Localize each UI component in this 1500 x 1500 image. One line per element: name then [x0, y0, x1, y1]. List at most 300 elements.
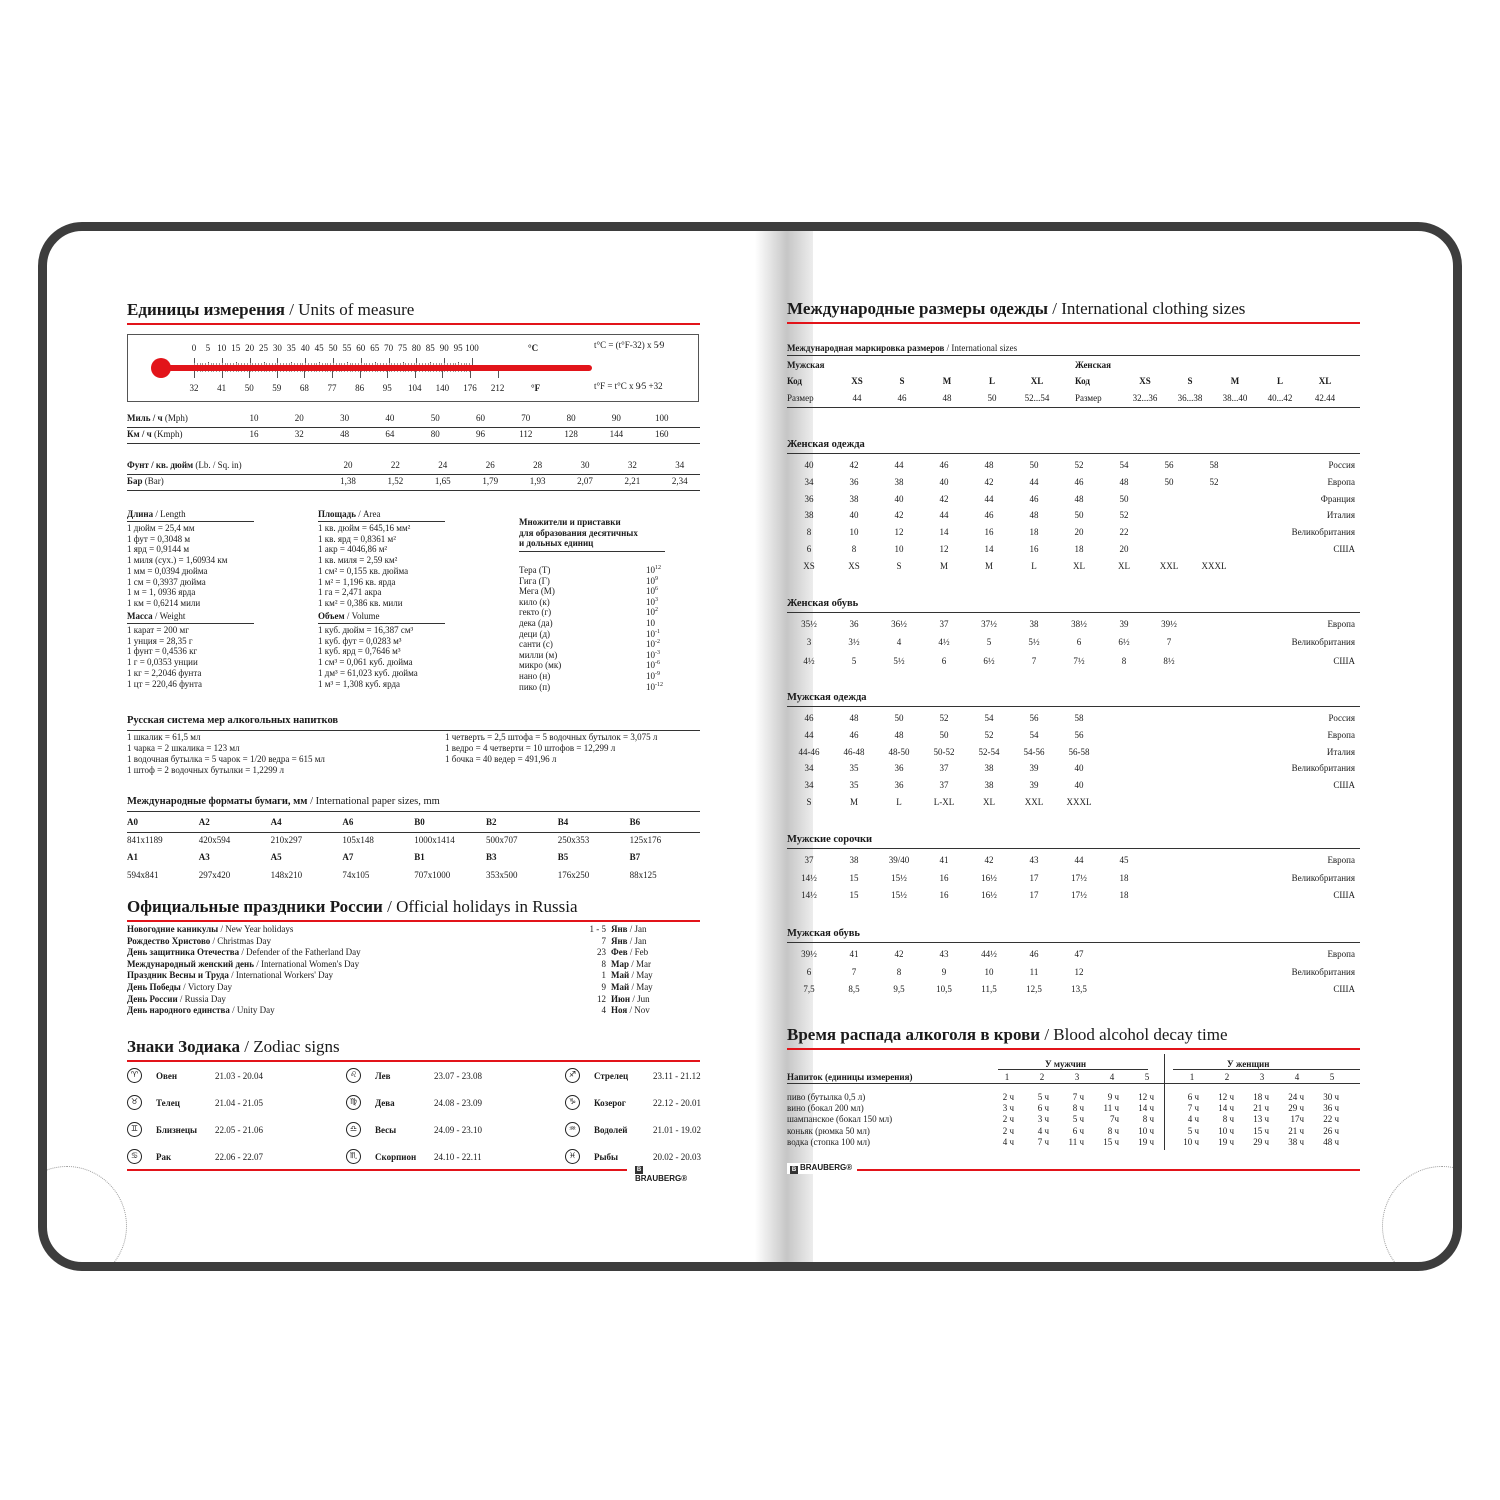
decay-women-value: 7 ч — [1187, 1103, 1199, 1114]
women-shoes-cell: 39½ — [1161, 619, 1177, 629]
zodiac-name: Скорпион — [375, 1152, 417, 1162]
men-clothing-country: Италия — [1326, 746, 1355, 757]
holiday-ru: Новогодние каникулы — [127, 924, 219, 934]
alcohol-measure: 1 ведро = 4 четверти = 10 штофов = 12,299 л — [445, 743, 616, 753]
women-clothing-cell: 38 — [894, 476, 904, 487]
men-shoes-cell: 9 — [941, 966, 947, 977]
prefix-power — [646, 576, 658, 586]
decay-men-value: 7 ч — [1037, 1136, 1049, 1147]
zodiac-name: Овен — [156, 1071, 178, 1081]
decay-men-value: 7ч — [1109, 1114, 1119, 1125]
holiday-day: 7 — [601, 935, 606, 946]
psi-value: 34 — [675, 460, 685, 470]
men-shirts-cell: 42 — [984, 855, 994, 865]
celsius-tick-label: 45 — [314, 343, 324, 353]
women-shoes-cell: 6 — [941, 655, 947, 666]
mph-value: 50 — [430, 413, 440, 423]
holiday-month — [611, 982, 653, 992]
paper-cell: A4 — [270, 817, 282, 827]
decay-women-value: 21 ч — [1288, 1125, 1304, 1136]
women-clothing-cell: 44 — [894, 460, 904, 470]
decay-women-value: 38 ч — [1288, 1136, 1304, 1147]
alcohol-measure: 1 шкалик = 61,5 мл — [127, 732, 201, 742]
fahr-unit: °F — [531, 383, 541, 393]
women-clothing-cell: XL — [1073, 560, 1085, 571]
area-line: 1 кв. ярд = 0,8361 м² — [318, 533, 396, 544]
psi-value: 26 — [485, 460, 495, 470]
men-code: L — [988, 376, 995, 386]
thermometer-box — [127, 334, 699, 402]
men-shirts-country: Великобритания — [1291, 872, 1355, 883]
women-shoes-cell: 7½ — [1073, 655, 1085, 666]
women-shoes-cell: 36½ — [891, 619, 907, 629]
zodiac-dates: 23.11 - 21.12 — [653, 1071, 701, 1081]
men-clothing-cell: 46 — [849, 729, 859, 740]
men-clothing-cell: 54 — [984, 713, 994, 723]
men-clothing-cell: 56 — [1074, 729, 1084, 740]
decay-women-value: 26 ч — [1323, 1125, 1339, 1136]
decay-women-value: 10 ч — [1218, 1125, 1234, 1136]
women-shoes-cell: 5½ — [1028, 637, 1040, 648]
intl-size-label: Размер — [787, 393, 814, 403]
row-label — [127, 460, 242, 470]
fahr-tick — [387, 371, 388, 378]
paper-cell: 594x841 — [127, 869, 159, 880]
kmph-value: 48 — [340, 429, 350, 439]
paper-cell: 420x594 — [198, 834, 231, 845]
length-line: 1 см = 0,3937 дюйма — [127, 576, 206, 587]
zodiac-title-ru: Знаки Зодиака — [127, 1037, 241, 1056]
men-shoes-cell: 41 — [849, 949, 859, 959]
men-shirts-cell: 44 — [1074, 855, 1084, 865]
length-title — [127, 509, 186, 519]
psi-value: 32 — [627, 460, 637, 470]
zodiac-name: Лев — [375, 1071, 391, 1081]
bar-value: 1,38 — [340, 476, 356, 486]
women-clothing-cell: 40 — [894, 493, 904, 504]
corner-stitch — [1382, 1166, 1462, 1271]
women-size: 40...42 — [1267, 393, 1293, 403]
length-title-ru: Длина — [127, 509, 154, 519]
prefix-power — [646, 671, 660, 681]
men-clothing-cell: 38 — [984, 780, 994, 791]
men-shirts-country: Европа — [1327, 855, 1355, 865]
fahr-tick-label: 140 — [435, 383, 450, 393]
area-line: 1 га = 2,471 акра — [318, 587, 382, 598]
prefix-base: 10 — [646, 639, 655, 650]
decay-women-value: 48 ч — [1323, 1136, 1339, 1147]
decay-rule — [998, 1069, 1148, 1070]
length-line: 1 м = 1, 0936 ярда — [127, 587, 196, 598]
men-shoes-cell: 11,5 — [981, 984, 997, 994]
prefixes-title: для образования десятичных — [519, 527, 638, 538]
fahr-tick-label: 41 — [217, 383, 227, 393]
holiday-ru: Рождество Христово — [127, 935, 211, 946]
holiday-month-ru: Май — [611, 970, 630, 981]
prefix-base: 10 — [646, 607, 655, 618]
men-clothing-rule — [787, 706, 1360, 707]
decay-men-value: 9 ч — [1107, 1092, 1119, 1102]
weight-line: 1 г = 0,0353 унции — [127, 657, 198, 668]
holiday-en: / Russia Day — [177, 993, 226, 1004]
men-clothing-country: Европа — [1327, 729, 1355, 740]
prefix-power — [646, 586, 658, 596]
decay-women-value: 17ч — [1290, 1114, 1304, 1125]
decay-men-value: 10 ч — [1138, 1125, 1154, 1136]
men-size: 46 — [897, 393, 907, 403]
men-shoes-cell: 46 — [1029, 949, 1039, 959]
prefix-name: санти (с) — [519, 639, 553, 650]
weight-line: 1 карат = 200 мг — [127, 625, 189, 635]
brand-mark: B — [791, 1167, 797, 1173]
zodiac-name: Рыбы — [594, 1152, 619, 1162]
women-clothing-cell: L — [1031, 560, 1037, 571]
fahr-tick — [194, 371, 195, 378]
men-shoes-country: Европа — [1327, 949, 1355, 959]
prefix-power — [646, 629, 660, 639]
units-title-ru: Единицы измерения — [127, 300, 285, 319]
women-shoes-cell: 8 — [1121, 655, 1127, 666]
mph-value: 40 — [385, 413, 395, 423]
paper-cell: B1 — [414, 852, 425, 862]
holiday-month-en: / Mar — [629, 958, 651, 969]
fahr-tick — [360, 371, 361, 378]
row-label-unit: (Bar) — [142, 476, 164, 486]
paper-title-en: / International paper sizes, mm — [307, 796, 440, 807]
zodiac-dates: 22.06 - 22.07 — [215, 1152, 263, 1162]
men-shoes-cell: 6 — [806, 966, 812, 977]
kmph-value: 128 — [564, 429, 578, 439]
decay-women-value: 15 ч — [1253, 1125, 1269, 1136]
decay-men-value: 5 ч — [1072, 1114, 1084, 1125]
corner-stitch — [38, 1166, 127, 1271]
psi-value: 22 — [390, 460, 400, 470]
zodiac-name: Весы — [375, 1125, 397, 1135]
men-code: XL — [1030, 376, 1044, 386]
decay-women-value: 24 ч — [1288, 1092, 1304, 1102]
prefixes-title: и дольных единиц — [519, 538, 594, 548]
women-clothing-rule — [787, 453, 1360, 454]
men-clothing-country: Великобритания — [1291, 763, 1355, 774]
row-label — [127, 413, 188, 423]
fahr-tick — [498, 371, 499, 378]
prefix-name: гекто (г) — [519, 607, 552, 618]
decay-num: 5 — [1329, 1072, 1335, 1082]
holiday-day: 8 — [601, 958, 606, 969]
clothing-sizes-title — [787, 299, 1245, 319]
women-clothing-country: Европа — [1327, 476, 1355, 487]
men-clothing-country: Россия — [1328, 713, 1355, 723]
men-clothing-cell: 36 — [894, 780, 904, 791]
weight-line: 1 фунт = 0,4536 кг — [127, 646, 198, 657]
row-label-unit: (Lb. / Sq. in) — [193, 460, 242, 470]
holiday-month — [611, 994, 650, 1004]
holiday-month-en: / Jan — [627, 935, 647, 946]
women-clothing-cell: 42 — [849, 460, 859, 470]
celsius-tick-label: 15 — [231, 343, 241, 353]
zodiac-icon: ♋ — [127, 1149, 142, 1164]
women-clothing-cell: 20 — [1119, 544, 1129, 554]
paper-rule — [127, 832, 700, 833]
celsius-tick-label: 75 — [398, 343, 407, 353]
kmph-value: 144 — [609, 429, 624, 439]
alcohol-measure: 1 чарка = 2 шкалика = 123 мл — [127, 743, 240, 753]
women-clothing-cell: 36 — [849, 476, 859, 487]
women-clothing-cell: 36 — [804, 493, 814, 504]
weight-rule — [127, 623, 254, 624]
area-line: 1 акр = 4046,86 м² — [318, 544, 388, 555]
men-shirts-country: США — [1333, 890, 1355, 900]
women-clothing-cell: 48 — [1074, 493, 1084, 504]
zodiac-icon: ♏ — [346, 1149, 361, 1164]
prefix-exp: -12 — [655, 681, 663, 688]
zodiac-dates: 22.05 - 21.06 — [215, 1125, 263, 1135]
men-clothing-cell: S — [806, 797, 812, 807]
holiday-month — [611, 947, 648, 957]
decay-rule — [787, 1083, 1360, 1084]
fahr-tick — [470, 371, 471, 378]
men-shirts-cell: 15½ — [891, 890, 907, 900]
paper-cell: A7 — [342, 852, 354, 862]
decay-drink: вино (бокал 200 мл) — [787, 1103, 864, 1114]
decay-num: 5 — [1144, 1072, 1150, 1082]
decay-men-value: 14 ч — [1138, 1103, 1154, 1114]
decay-drink: пиво (бутылка 0,5 л) — [787, 1092, 866, 1102]
holiday-ru: Международный женский день — [127, 958, 254, 969]
zodiac-title — [127, 1037, 340, 1057]
zodiac-icon: ♉ — [127, 1095, 142, 1110]
zodiac-icon: ♍ — [346, 1095, 361, 1110]
prefix-exp: -3 — [655, 649, 660, 656]
men-code: M — [942, 376, 952, 386]
prefix-exp: 12 — [655, 565, 661, 571]
decay-women-value: 13 ч — [1253, 1114, 1269, 1125]
fahr-tick-label: 77 — [327, 383, 337, 393]
men-size: 44 — [852, 393, 862, 403]
holiday-name — [127, 994, 226, 1004]
women-clothing-cell: 14 — [939, 527, 949, 538]
prefix-name: Тера (Т) — [519, 565, 551, 575]
zodiac-name: Дева — [375, 1098, 395, 1108]
women-clothing-cell: 42 — [984, 476, 994, 487]
fahr-tick — [442, 371, 443, 378]
mph-value: 90 — [611, 413, 621, 423]
women-shoes-rule — [787, 612, 1360, 613]
holiday-day: 12 — [597, 993, 606, 1004]
holiday-day: 9 — [601, 982, 606, 992]
women-clothing-title: Женская одежда — [787, 439, 865, 450]
women-clothing-cell: 10 — [849, 527, 859, 538]
prefix-exp: -1 — [655, 628, 660, 635]
zodiac-name: Рак — [156, 1152, 172, 1162]
bar-value: 2,07 — [577, 476, 593, 486]
women-clothing-cell: 50 — [1119, 493, 1129, 504]
men-clothing-cell: 46 — [804, 713, 814, 723]
intl-code-label: Код — [787, 376, 802, 386]
weight-title — [127, 611, 185, 621]
area-line: 1 кв. миля = 2,59 км² — [318, 555, 398, 566]
men-clothing-cell: 52 — [939, 713, 949, 723]
holiday-name — [127, 936, 271, 946]
decay-men-value: 8 ч — [1107, 1125, 1119, 1136]
paper-cell: 210x297 — [270, 834, 303, 845]
fahr-tick-label: 104 — [408, 383, 422, 393]
holiday-en: / Defender of the Fatherland Day — [239, 947, 361, 958]
prefix-power — [646, 660, 660, 670]
paper-cell: 500x707 — [486, 834, 518, 845]
paper-cell: 148x210 — [270, 869, 303, 880]
holidays-title-ru: Официальные праздники России — [127, 897, 383, 916]
zodiac-name: Близнецы — [156, 1125, 198, 1135]
fahr-formula: t°F = t°C x 9⁄5 +32 — [594, 381, 663, 391]
open-planner — [38, 222, 1462, 1271]
zodiac-icon: ♌ — [346, 1068, 361, 1083]
prefix-base: 10 — [646, 596, 655, 607]
celsius-tick-label: 65 — [370, 343, 380, 353]
women-shoes-cell: 5 — [851, 655, 857, 666]
volume-title-ru: Объем — [318, 611, 345, 621]
men-clothing-cell: 58 — [1074, 713, 1084, 723]
alcohol-measure: 1 бочка = 40 ведер = 491,96 л — [445, 754, 557, 764]
row-label-ru: Миль / ч — [127, 413, 163, 423]
men-clothing-cell: 37 — [939, 763, 949, 774]
decay-num: 1 — [1189, 1072, 1195, 1082]
men-shirts-cell: 41 — [939, 855, 949, 865]
men-shirts-cell: 18 — [1119, 872, 1129, 883]
men-shirts-cell: 18 — [1119, 890, 1129, 900]
decay-title — [787, 1025, 1228, 1045]
men-shoes-cell: 11 — [1029, 966, 1039, 977]
decay-num: 3 — [1259, 1072, 1265, 1082]
paper-cell: 74x105 — [342, 869, 370, 880]
volume-title — [318, 611, 380, 621]
alcohol-measure: 1 водочная бутылка = 5 чарок = 1/20 ведра = 615 мл — [127, 754, 325, 764]
paper-cell: 1000x1414 — [414, 834, 455, 845]
holiday-en: / International Women's Day — [253, 958, 360, 969]
celsius-tick-label: 50 — [328, 343, 338, 353]
men-shirts-cell: 16½ — [981, 872, 997, 883]
women-clothing-cell: XXXL — [1201, 560, 1227, 571]
mph-value: 30 — [340, 413, 350, 423]
men-clothing-cell: 50-52 — [933, 746, 955, 757]
area-title-en: / Area — [355, 509, 381, 519]
clothing-sizes-title-en: / International clothing sizes — [1048, 299, 1246, 318]
celsius-unit: °C — [528, 343, 539, 353]
women-clothing-cell: 18 — [1029, 527, 1039, 538]
women-clothing-cell: 58 — [1209, 460, 1219, 470]
men-shoes-cell: 8 — [896, 966, 902, 977]
men-clothing-cell: 35 — [849, 780, 859, 791]
decay-men-value: 11 ч — [1103, 1103, 1119, 1114]
zodiac-dates: 21.03 - 20.04 — [215, 1071, 263, 1081]
men-shirts-cell: 16½ — [981, 890, 997, 900]
decay-women-value: 29 ч — [1288, 1103, 1304, 1114]
paper-cell: 125x176 — [629, 834, 662, 845]
women-clothing-cell: 12 — [939, 544, 949, 554]
women-clothing-cell: 46 — [984, 510, 994, 521]
holiday-name — [127, 959, 359, 969]
men-clothing-cell: 35 — [849, 763, 859, 774]
zodiac-icon: ♈ — [127, 1068, 142, 1083]
units-title — [127, 300, 414, 320]
decay-men-value: 8 ч — [1072, 1103, 1084, 1114]
decay-men-value: 12 ч — [1138, 1092, 1154, 1102]
men-code: XS — [851, 376, 863, 386]
mph-value: 100 — [654, 413, 669, 423]
men-shirts-rule — [787, 848, 1360, 849]
men-clothing-cell: 52 — [984, 729, 994, 740]
intl-rule — [787, 355, 1360, 356]
holiday-day: 1 — [601, 970, 606, 981]
prefix-exp: -9 — [655, 671, 660, 677]
men-shoes-cell: 39½ — [801, 949, 817, 959]
holiday-month-ru: Янв — [611, 935, 628, 946]
paper-cell: B5 — [557, 852, 569, 862]
decay-men-value: 2 ч — [1002, 1125, 1014, 1136]
men-clothing-cell: 38 — [984, 763, 994, 774]
area-line: 1 кв. дюйм = 645,16 мм² — [318, 523, 411, 533]
men-clothing-cell: 40 — [1074, 763, 1084, 774]
men-clothing-cell: 46-48 — [843, 746, 865, 757]
men-size: 52...54 — [1024, 393, 1050, 403]
holiday-en: / Unity Day — [229, 1005, 275, 1016]
decay-men-value: 3 ч — [1037, 1114, 1049, 1125]
women-clothing-cell: 50 — [1029, 460, 1039, 470]
length-title-en: / Length — [153, 509, 186, 519]
paper-cell: A2 — [198, 817, 210, 827]
weight-line: 1 унция = 28,35 г — [127, 635, 193, 646]
brand-name: BRAUBERG® — [800, 1163, 853, 1172]
brand-logo — [787, 1163, 855, 1174]
women-code: XL — [1318, 376, 1332, 386]
holiday-day: 23 — [597, 947, 606, 958]
women-clothing-cell: 48 — [1029, 510, 1039, 521]
women-shoes-cell: 6½ — [1118, 637, 1130, 648]
fahr-tick-label: 212 — [490, 383, 505, 393]
row-label — [127, 476, 164, 486]
decay-men-value: 2 ч — [1002, 1092, 1014, 1102]
prefix-power — [646, 618, 655, 628]
length-line: 1 миля (сух.) = 1,60934 км — [127, 555, 228, 566]
women-clothing-cell: 16 — [984, 527, 994, 538]
celsius-tick-label: 40 — [300, 343, 310, 353]
women-clothing-cell: 18 — [1074, 544, 1084, 554]
alcohol-measure: 1 штоф = 2 водочных бутылки = 1,2299 л — [127, 765, 285, 775]
volume-line: 1 куб. ярд = 0,7646 м³ — [318, 646, 401, 657]
women-shoes-cell: 4½ — [803, 655, 815, 666]
fahr-tick — [415, 371, 416, 378]
women-clothing-cell: XS — [848, 560, 860, 571]
thermo-tube — [168, 365, 592, 371]
decay-num: 2 — [1039, 1072, 1045, 1082]
holiday-en: / International Workers' Day — [228, 970, 334, 981]
women-clothing-cell: 52 — [1209, 476, 1219, 487]
women-clothing-country: Великобритания — [1291, 527, 1355, 538]
psi-value: 28 — [533, 460, 543, 470]
bar-value: 2,34 — [671, 476, 688, 486]
prefix-base: 10 — [646, 671, 655, 681]
men-clothing-cell: 54 — [1029, 729, 1039, 740]
women-clothing-cell: 34 — [804, 476, 814, 487]
volume-line: 1 куб. фут = 0,0283 м³ — [318, 635, 402, 646]
women-clothing-cell: 6 — [806, 544, 812, 554]
decay-title-rule — [787, 1048, 1360, 1050]
decay-men-value: 11 ч — [1068, 1136, 1084, 1147]
men-clothing-cell: L — [896, 797, 902, 807]
holiday-name — [127, 970, 333, 980]
decay-drink: водка (стопка 100 мл) — [787, 1136, 871, 1147]
prefix-power — [646, 597, 658, 607]
